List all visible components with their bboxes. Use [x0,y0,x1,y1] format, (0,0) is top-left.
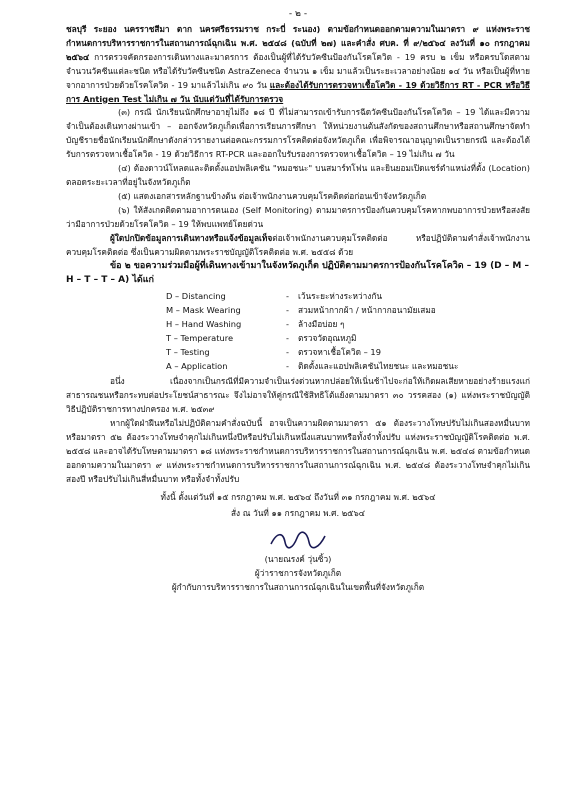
signature-block [66,526,530,594]
item-6: (๖) ให้สังเกตติดตามอาการตนเอง (Self Monitoring) ตามมาตรการป้องกันควบคุมโรคหากพบอาการป่วยหรือสงสัยว่ามีอาการป่วยด้วยโรคโควิด – 19 ให้พบแพทย์โดยด่วน [66,204,530,229]
dmhtta-desc: ล้างมือบ่อย ๆ [298,319,345,330]
page-number: - ๒ - [288,9,308,19]
dmhtta-desc: ตรวจหาเชื้อโควิด – 19 [298,347,381,358]
item-5: (๕) แสดงเอกสารหลักฐานข้างต้น ต่อเจ้าพนักงานควบคุมโรคติดต่อก่อนเข้าจังหวัดภูเก็ต [118,190,427,201]
section-2-title: ข้อ ๒ ขอความร่วมมือผู้ที่เดินทางเข้ามาในจังหวัดภูเก็ต ปฏิบัติตามมาตรการป้องกันโรคโควิด – 19 (D – M – H – T – T – A) ได้แก่ [66,261,530,286]
item-4: (๔) ต้องดาวน์โหลดและติดตั้งแอปพลิเคชัน "หมอชนะ" บนสมาร์ทโฟน และยินยอมเปิดแชร์ตำแหน่งที่ตั้ง (Location) ตลอดระยะเวลาที่อยู่ในจังหวัดภูเก็ต [66,163,530,187]
signature-image [263,526,333,552]
dmhtta-code: A – Application [166,361,228,372]
paragraph-1-bold2: และต้องได้รับการตรวจหาเชื้อโควิด - 19 ด้วยวิธีการ RT - PCR หรือวิธีการ Antigen Test ไม่เกิน ๗ วัน นับแต่วันที่ได้รับการตรวจ [66,79,530,104]
dmhtta-row: D – Distancing - เว้นระยะห่างระหว่างกัน [166,291,383,302]
dmhtta-row: T – Testing - ตรวจหาเชื้อโควิด – 19 [166,347,381,358]
dmhtta-desc: ติดตั้งและแอปพลิเคชันไทยชนะ และหมอชนะ [298,361,459,372]
paragraph-3: อนึ่ง เนื่องจากเป็นกรณีที่มีความจำเป็นเร่งด่วนหากปล่อยให้เนิ่นช้าไปจะก่อให้เกิดผลเสียหายอย่างร้ายแรงแก่สาธารณชนหรือกระทบต่อประโยชน์สาธารณะ จึงไม่อาจให้คู่กรณีใช้สิทธิโต้แย้งตามมาตรา ๓๐ วรรคสอง (๑) แห่งพระราชบัญญัติวิธีปฏิบัติราชการทางปกครอง พ.ศ. ๒๕๓๙ [66,376,530,415]
dmhtta-code: M – Mask Wearing [166,305,241,316]
dmhtta-code: T – Temperature [166,333,234,344]
ordered-date: สั่ง ณ วันที่ ๑๑ กรกฎาคม พ.ศ. ๒๕๖๔ [230,507,366,518]
dmhtta-desc: ตรวจวัดอุณหภูมิ [298,333,357,344]
paragraph-2 [66,232,530,260]
dmhtta-desc: สวมหน้ากากผ้า / หน้ากากอนามัยเสมอ [298,305,436,316]
dmhtta-code: H – Hand Washing [166,319,242,330]
dmhtta-row: M – Mask Wearing - สวมหน้ากากผ้า / หน้ากากอนามัยเสมอ [166,305,436,316]
paragraph-1-bold: ชลบุรี ระยอง นครราชสีมา ตาก นครศรีธรรมราช กระบี่ ระนอง) ตามข้อกำหนดออกตามความในมาตรา ๙ แห่งพระราชกำหนดการบริหารราชการในสถานการณ์ฉุกเฉิน พ.ศ. ๒๕๔๘ (ฉบับที่ ๒๗) และคำสั่ง ศบค. ที่ ๙/๒๕๖๔ ลงวันที่ ๑๐ กรกฎาคม ๒๕๖๔ [66,24,530,62]
signer-title-1: ผู้ว่าราชการจังหวัดภูเก็ต [254,568,342,579]
paragraph-1 [66,23,530,106]
dmhtta-row: T – Temperature - ตรวจวัดอุณหภูมิ [166,333,357,344]
dmhtta-code: T – Testing [166,347,210,358]
dmhtta-row: H – Hand Washing - ล้างมือบ่อย ๆ [166,319,345,330]
effective-dates: ทั้งนี้ ตั้งแต่วันที่ ๑๕ กรกฎาคม พ.ศ. ๒๕๖๔ ถึงวันที่ ๓๑ กรกฎาคม พ.ศ. ๒๕๖๔ [160,491,436,502]
paragraph-2-rest: ต่อเจ้าพนักงานควบคุมโรคติดต่อ หรือปฏิบัติตามคำสั่งเจ้าพนักงานควบคุมโรคติดต่อ ซึ่งเป็นความผิดตามพระราชบัญญัติโรคติดต่อ พ.ศ. ๒๕๕๘ ด้วย [66,232,530,257]
dmhtta-desc: เว้นระยะห่างระหว่างกัน [298,291,383,302]
paragraph-2-bold: ผู้ใดปกปิดข้อมูลการเดินทางหรือแจ้งข้อมูลเท็จ [110,232,273,243]
dmhtta-row: A – Application - ติดตั้งและแอปพลิเคชันไทยชนะ และหมอชนะ [166,361,459,372]
dmhtta-code: D – Distancing [166,291,226,302]
paragraph-4: หากผู้ใดฝ่าฝืนหรือไม่ปฏิบัติตามคำสั่งฉบับนี้ อาจเป็นความผิดตามมาตรา ๕๑ ต้องระวางโทษปรับไม่เกินสองหมื่นบาท หรือมาตรา ๕๒ ต้องระวางโทษจำคุกไม่เกินหนึ่งปีหรือปรับไม่เกินหนึ่งแสนบาทหรือทั้งจำทั้งปรับ แห่งพระราชบัญญัติโรคติดต่อ พ.ศ. ๒๕๕๘ และอาจได้รับโทษตามมาตรา ๑๘ แห่งพระราชกำหนดการบริหารราชการในสถานการณ์ฉุกเฉิน พ.ศ. ๒๕๔๘ ตามข้อกำหนดออกตามความในมาตรา ๙ แห่งพระราชกำหนดการบริหารราชการในสถานการณ์ฉุกเฉิน พ.ศ. ๒๕๔๘ ต้องระวางโทษจำคุกไม่เกินสองปี หรือปรับไม่เกินสี่หมื่นบาท หรือทั้งจำทั้งปรับ [66,418,530,484]
item-3: (๓) กรณี นักเรียนนักศึกษาอายุไม่ถึง ๑๘ ปี ที่ไม่สามารถเข้ารับการฉีดวัคซีนป้องกันโรคโควิด – 19 ได้และมีความจำเป็นต้องเดินทางผ่านเข้า – ออกจังหวัดภูเก็ตเพื่อการเรียนการศึกษา ให้หน่วยงานต้นสังกัดของสถานศึกษาหรือสถานศึกษาจัดทำบัญชีรายชื่อนักเรียนนักศึกษาดังกล่าวรายงานต่อคณะกรรมการโรคติดต่อจังหวัดภูเก็ต เพื่อพิจารณาอนุญาตเป็นรายกรณี และต้องได้รับการตรวจหาเชื้อโควิด - 19 ด้วยวิธีการ RT-PCR และออกใบรับรองการตรวจหาเชื้อโควิด – 19 ไม่เกิน ๗ วัน [66,107,530,160]
signer-name: (นายณรงค์ วุ่นซิ้ว) [264,554,332,565]
paragraph-1-rest: การตรวจคัดกรองการเดินทางและมาตรการ ต้องเป็นผู้ที่ได้รับวัคซีนป้องกันโรคโควิด - 19 ครบ ๒ เข็ม หรือครบโดสตามจำนวนวัคซีนแต่ละชนิด หรือได้รับวัคซีนชนิด AstraZeneca จำนวน ๑ เข็ม มาแล้วเป็นระยะเวลาอย่างน้อย ๑๔ วัน หรือเป็นผู้ที่หายจากอาการป่วยด้วยโรคโควิด - 19 มาแล้วไม่เกิน ๙๐ วัน [66,51,530,90]
dmhtta-list [166,289,530,373]
signer-title-2: ผู้กำกับการบริหารราชการในสถานการณ์ฉุกเฉินในเขตพื้นที่จังหวัดภูเก็ต [171,582,425,593]
